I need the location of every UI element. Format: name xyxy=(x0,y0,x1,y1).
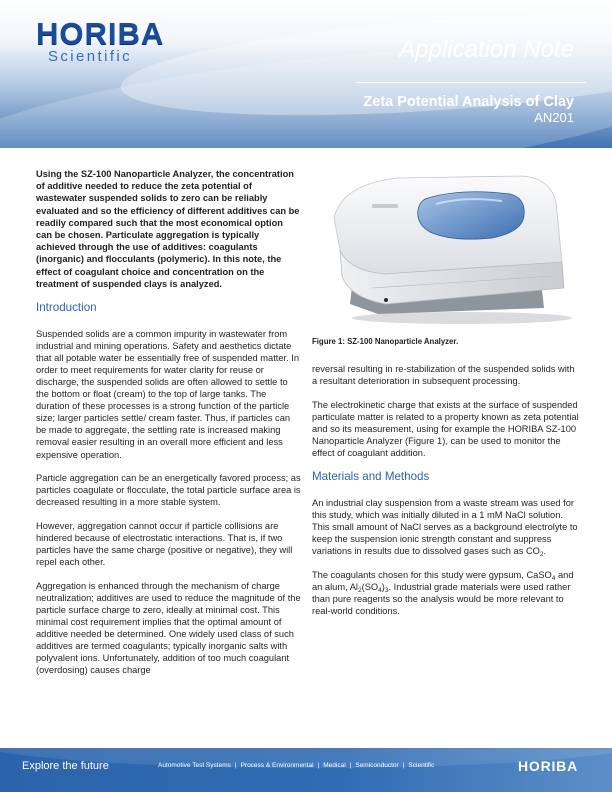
divider: | xyxy=(349,762,352,769)
divider: | xyxy=(402,762,405,769)
left-column xyxy=(36,168,301,688)
methods-text: and an alum, Al xyxy=(312,569,574,592)
header-rule xyxy=(356,82,586,83)
footer-horiba-logo: HORIBA xyxy=(517,758,578,774)
methods-text: . Industrial grade materials were used rather than pure reagents so the analysis would be more relevant to real-world conditions. xyxy=(312,581,571,616)
divider: | xyxy=(234,762,237,769)
methods-text: The coagulants chosen for this study were gypsum, CaSO xyxy=(312,569,552,580)
division-link[interactable]: Medical xyxy=(323,762,346,769)
methods-paragraph xyxy=(312,569,580,617)
intro-paragraph: Particle aggregation can be an energetically favored process; as particles coagulate or flocculate, the total particle surface area is decreased resulting in a more stable system. xyxy=(36,473,301,508)
document-type: Application Note xyxy=(399,36,574,63)
methods-paragraph xyxy=(312,497,580,557)
sz100-analyzer-illustration xyxy=(312,158,580,328)
footer-tagline: Explore the future xyxy=(22,760,109,772)
methods-text: . xyxy=(543,546,547,557)
subscript: 4 xyxy=(551,574,556,582)
introduction-heading: Introduction xyxy=(36,300,97,314)
document-code: AN201 xyxy=(534,110,574,125)
methods-text: ) xyxy=(381,581,385,592)
horiba-logo xyxy=(36,18,164,65)
page-title: Zeta Potential Analysis of Clay xyxy=(363,94,574,110)
division-link[interactable]: Semiconductor xyxy=(355,762,399,769)
methods-text: An industrial clay suspension from a waste stream was used for this study, which was initially diluted in a 1 mM NaCl solution. This small amount of NaCl serves as a background electrolyte to keep the suspension ionic strength constant and suppress variations in results due to dissolved gases such as CO xyxy=(312,497,578,557)
subscript: 4 xyxy=(378,586,382,594)
body-paragraph: The electrokinetic charge that exists at the surface of suspended particulate matter is related to a property known as zeta potential and so its measurement, using for example the HORIBA SZ-100 Nanoparticle Analyzer (Figure 1), can be used to monitor the effect of coagulant addition. xyxy=(312,399,579,459)
intro-paragraph: Suspended solids are a common impurity in wastewater from industrial and mining operations. Safety and aesthetics dictate that all potable water be essentially free of suspended matter. In order to meet requirements for water clarity for reuse or discharge, the suspended solids are often allowed to settle to the bottom or float (cream) to the top of large tanks. The duration of these processes is a strong function of the particle size; larger particles settle/ cream faster. Thus, if particles can be made to aggregate, the settling rate is increased making removal easier resulting in an overall more efficient and less expensive operation. xyxy=(36,328,300,460)
figure-caption: Figure 1: SZ-100 Nanoparticle Analyzer. xyxy=(312,337,459,346)
header-banner xyxy=(0,0,612,148)
footer-banner xyxy=(0,748,612,792)
footer-divisions xyxy=(158,762,434,769)
materials-methods-heading: Materials and Methods xyxy=(312,469,430,483)
logo-subtitle: Scientific xyxy=(48,48,133,65)
body-paragraph: reversal resulting in re-stabilization of the suspended solids with a resultant deterioration in subsequent processing. xyxy=(312,364,575,387)
division-link[interactable]: Scientific xyxy=(408,762,435,769)
division-link[interactable]: Process & Environmental xyxy=(240,762,314,769)
intro-paragraph: However, aggregation cannot occur if particle collisions are hindered because of electrostatic interactions. That is, if two particles have the same charge (positive or negative), they will repel each other. xyxy=(36,520,293,568)
intro-paragraph: Aggregation is enhanced through the mechanism of charge neutralization; additives are used to reduce the magnitude of the particle surface charge to zero, ideally at minimal cost. This minimal cost requirement implies that the optimal amount of additive needed be determined. One widely used class of such additives are termed coagulants; typically inorganic salts with polyvalent ions. Unfortunately, addition of too much coagulant (overdosing) causes charge xyxy=(36,580,301,676)
methods-text: (SO xyxy=(361,581,379,592)
sz100-instrument-figure xyxy=(312,158,580,328)
subscript: 2 xyxy=(539,551,544,559)
logo-wordmark: HORIBA xyxy=(36,16,165,51)
right-column xyxy=(312,363,580,629)
division-link[interactable]: Automotive Test Systems xyxy=(158,762,231,769)
subscript: 3 xyxy=(384,586,389,594)
subscript: 2 xyxy=(358,586,362,594)
lead-paragraph: Using the SZ-100 Nanoparticle Analyzer, the concentration of additive needed to reduce the zeta potential of wastewater suspended solids to zero can be reliably evaluated and so the efficiency of different additives can be readily compared such that the most economical option can be chosen. Particulate aggregation is typically achieved through the use of additives: coagulants (inorganic) and flocculants (polymeric). In this note, the effect of coagulant choice and concentration on the treatment of suspended clays is analyzed. xyxy=(36,169,300,289)
divider: | xyxy=(317,762,320,769)
